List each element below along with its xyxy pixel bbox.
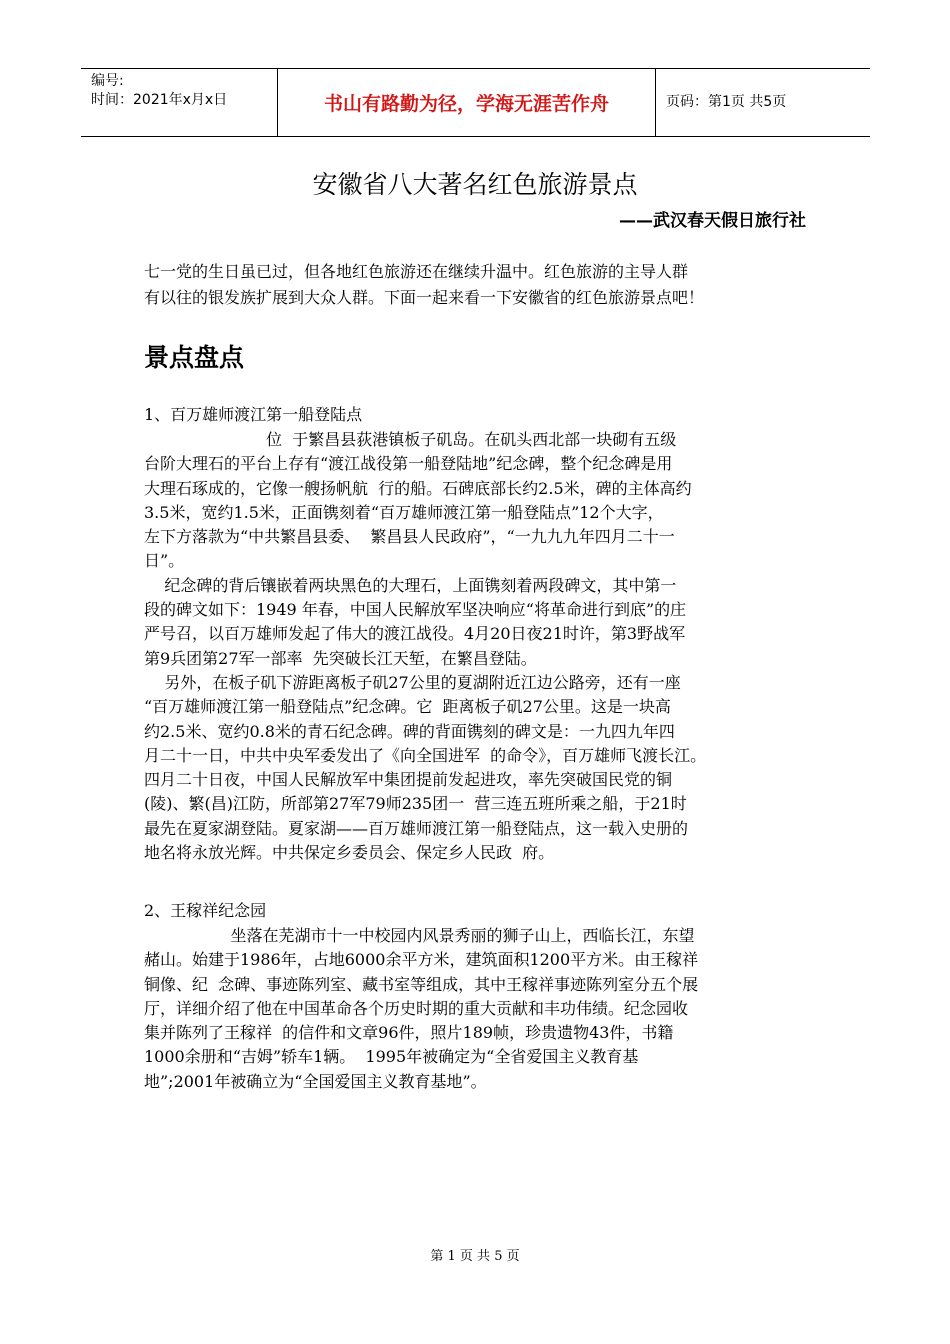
document-subtitle: ——武汉春天假日旅行社 bbox=[619, 211, 806, 231]
spot-text-line: (陵)、繁(昌)江防，所部第27军79师235团一 营三连五班所乘之船，于21时 bbox=[144, 794, 687, 814]
spot-text-line: 严号召，以百万雄师发起了伟大的渡江战役。4月20日夜21时许，第3野战军 bbox=[144, 624, 686, 644]
spot-text-line: 坐落在芜湖市十一中校园内风景秀丽的狮子山上，西临长江，东望 bbox=[144, 926, 695, 945]
spot-text-line: “百万雄师渡江第一船登陆点”纪念碑。它 距离板子矶27公里。这是一块高 bbox=[144, 697, 671, 717]
spot-text-line: 大理石琢成的，它像一艘扬帆航 行的船。石碑底部长约2.5米，碑的主体高约 bbox=[144, 478, 692, 498]
spot-heading: 2、王稼祥纪念园 bbox=[144, 901, 267, 920]
intro-line: 有以往的银发族扩展到大众人群。下面一起来看一下安徽省的红色旅游景点吧！ bbox=[144, 288, 705, 307]
page-footer: 第 1 页 共 5 页 bbox=[430, 1249, 520, 1264]
spot-text-line: 1000余册和“吉姆”轿车1辆。 1995年被确定为“全省爱国主义教育基 bbox=[144, 1047, 639, 1067]
spot-text-line: 集并陈列了王稼祥 的信件和文章96件，照片189帧，珍贵遗物43件，书籍 bbox=[144, 1023, 674, 1043]
section-heading: 景点盘点 bbox=[144, 343, 245, 372]
page-header bbox=[81, 68, 870, 137]
header-motto-cell bbox=[278, 69, 656, 136]
document-title: 安徽省八大著名红色旅游景点 bbox=[312, 170, 638, 199]
spot-text-line: 约2.5米、宽约0.8米的青石纪念碑。碑的背面镌刻的碑文是：一九四九年四 bbox=[144, 721, 675, 741]
spot-text-line: 月二十一日，中共中央军委发出了《向全国进军 的命令》，百万雄师飞渡长江。 bbox=[144, 745, 707, 765]
header-page-cell bbox=[656, 69, 870, 136]
spot-text-line: 第9兵团第27军一部率 先突破长江天堑，在繁昌登陆。 bbox=[144, 648, 537, 668]
spot-text-line: 3.5米，宽约1.5米，正面镌刻着“百万雄师渡江第一船登陆点”12个大字， bbox=[144, 502, 664, 522]
spot-text-line: 最先在夏家湖登陆。夏家湖——百万雄师渡江第一船登陆点，这一载入史册的 bbox=[144, 818, 689, 838]
spot-text-line: 厅，详细介绍了他在中国革命各个历史时期的重大贡献和丰功伟绩。纪念园收 bbox=[144, 998, 689, 1018]
spot-text-line: 纪念碑的背后镶嵌着两块黑色的大理石，上面镌刻着两段碑文，其中第一 bbox=[144, 575, 677, 595]
spot-text-line: 四月二十日夜，中国人民解放军中集团提前发起进攻，率先突破国民党的铜 bbox=[144, 770, 673, 790]
spot-2 bbox=[144, 898, 844, 1094]
spot-1 bbox=[144, 402, 844, 865]
header-date: 时间：2021年x月x日 bbox=[91, 92, 228, 108]
intro-line: 七一党的生日虽已过，但各地红色旅游还在继续升温中。红色旅游的主导人群 bbox=[144, 262, 689, 281]
intro-paragraph bbox=[144, 259, 824, 311]
spot-text-line: 铜像、纪 念碑、事迹陈列室、藏书室等组成，其中王稼祥事迹陈列室分五个展 bbox=[144, 974, 699, 994]
spot-text-line: 段的碑文如下：1949 年春，中国人民解放军坚决响应“将革命进行到底”的庄 bbox=[144, 600, 687, 620]
spot-text-line: 赭山。始建于1986年，占地6000余平方米，建筑面积1200平方米。由王稼祥 bbox=[144, 950, 699, 970]
spot-text-line: 位 于繁昌县荻港镇板子矶岛。在矶头西北部一块砌有五级 bbox=[144, 430, 677, 449]
header-meta-cell bbox=[81, 69, 278, 136]
spot-text-line: 另外，在板子矶下游距离板子矶27公里的夏湖附近江边公路旁，还有一座 bbox=[144, 672, 681, 692]
header-motto: 书山有路勤为径，学海无涯苦作舟 bbox=[323, 93, 609, 115]
spot-heading: 1、百万雄师渡江第一船登陆点 bbox=[144, 405, 363, 424]
spot-text-line: 地”;2001年被确立为“全国爱国主义教育基地”。 bbox=[144, 1071, 487, 1091]
spot-text-line: 地名将永放光辉。中共保定乡委员会、保定乡人民政 府。 bbox=[144, 843, 555, 863]
header-code-label: 编号: bbox=[91, 73, 124, 89]
spot-text-line: 台阶大理石的平台上存有“渡江战役第一船登陆地”纪念碑，整个纪念碑是用 bbox=[144, 454, 673, 474]
spot-text-line: 左下方落款为“中共繁昌县委、 繁昌县人民政府”，“一九九九年四月二十一 bbox=[144, 527, 675, 547]
spot-text-line: 日”。 bbox=[144, 551, 185, 571]
header-page-info: 页码：第1页 共5页 bbox=[666, 94, 787, 110]
